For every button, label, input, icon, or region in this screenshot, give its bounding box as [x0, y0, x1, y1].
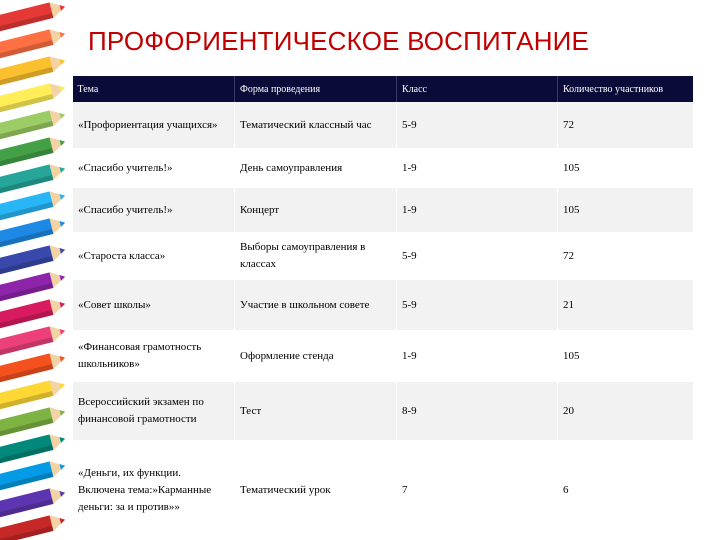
- cell-form: Участие в школьном совете: [235, 280, 397, 330]
- table-row: [73, 330, 693, 382]
- cell-grade: 5-9: [397, 280, 558, 330]
- cell-form: Оформление стенда: [235, 330, 397, 382]
- cell-form: Тематический классный час: [235, 102, 397, 148]
- pencil: [0, 53, 67, 89]
- pencil: [0, 431, 67, 467]
- pencil: [0, 161, 67, 197]
- table-row: [73, 102, 693, 148]
- cell-form: Тест: [235, 382, 397, 440]
- cell-grade: 5-9: [397, 102, 558, 148]
- slide-title: ПРОФОРИЕНТИЧЕСКОЕ ВОСПИТАНИЕ: [88, 26, 590, 56]
- table-row: [73, 382, 693, 440]
- cell-participants: 21: [558, 280, 693, 330]
- pencil: [0, 242, 67, 278]
- table-row: [73, 188, 693, 232]
- cell-participants: 105: [558, 148, 693, 188]
- pencil: [0, 188, 67, 224]
- pencil: [0, 107, 67, 143]
- cell-grade: 5-9: [397, 232, 558, 280]
- pencil: [0, 404, 67, 440]
- cell-participants: 72: [558, 232, 693, 280]
- cell-grade: 1-9: [397, 188, 558, 232]
- cell-participants: 105: [558, 188, 693, 232]
- header-topic: Тема: [73, 76, 235, 102]
- cell-form: День самоуправления: [235, 148, 397, 188]
- cell-topic: «Спасибо учитель!»: [73, 148, 235, 188]
- pencil: [0, 26, 67, 62]
- cell-form: Тематический урок: [235, 440, 397, 540]
- table-row: [73, 148, 693, 188]
- cell-grade: 1-9: [397, 330, 558, 382]
- cell-participants: 105: [558, 330, 693, 382]
- activities-table-container: [72, 76, 692, 540]
- pencil: [0, 323, 67, 359]
- cell-topic: «Староста класса»: [73, 232, 235, 280]
- pencil: [0, 377, 67, 413]
- cell-grade: 8-9: [397, 382, 558, 440]
- cell-form: Выборы самоуправления в классах: [235, 232, 397, 280]
- table-row: [73, 280, 693, 330]
- cell-form: Концерт: [235, 188, 397, 232]
- pencil: [0, 458, 67, 494]
- pencil: [0, 80, 67, 116]
- cell-participants: 6: [558, 440, 693, 540]
- table-row: [73, 232, 693, 280]
- cell-participants: 20: [558, 382, 693, 440]
- cell-topic: «Финансовая грамотность школьников»: [73, 330, 235, 382]
- table-header-row: [73, 76, 693, 102]
- cell-topic: «Спасибо учитель!»: [73, 188, 235, 232]
- pencil: [0, 350, 67, 386]
- pencil: [0, 512, 67, 540]
- cell-participants: 72: [558, 102, 693, 148]
- header-participants: Количество участников: [558, 76, 693, 102]
- table-row: [73, 440, 693, 540]
- pencil: [0, 215, 67, 251]
- activities-table: [72, 76, 693, 540]
- pencil: [0, 0, 67, 35]
- cell-topic: «Профориентация учащихся»: [73, 102, 235, 148]
- cell-topic: Всероссийский экзамен по финансовой грамотности: [73, 382, 235, 440]
- pencil: [0, 485, 67, 521]
- pencil: [0, 134, 67, 170]
- header-form: Форма проведения: [235, 76, 397, 102]
- pencil: [0, 269, 67, 305]
- pencil: [0, 296, 67, 332]
- cell-topic: «Деньги, их функции. Включена тема:»Карманные деньги: за и против»»: [73, 440, 235, 540]
- header-grade: Класс: [397, 76, 558, 102]
- cell-grade: 1-9: [397, 148, 558, 188]
- cell-topic: «Совет школы»: [73, 280, 235, 330]
- cell-grade: 7: [397, 440, 558, 540]
- colored-pencils-decoration: [0, 0, 72, 540]
